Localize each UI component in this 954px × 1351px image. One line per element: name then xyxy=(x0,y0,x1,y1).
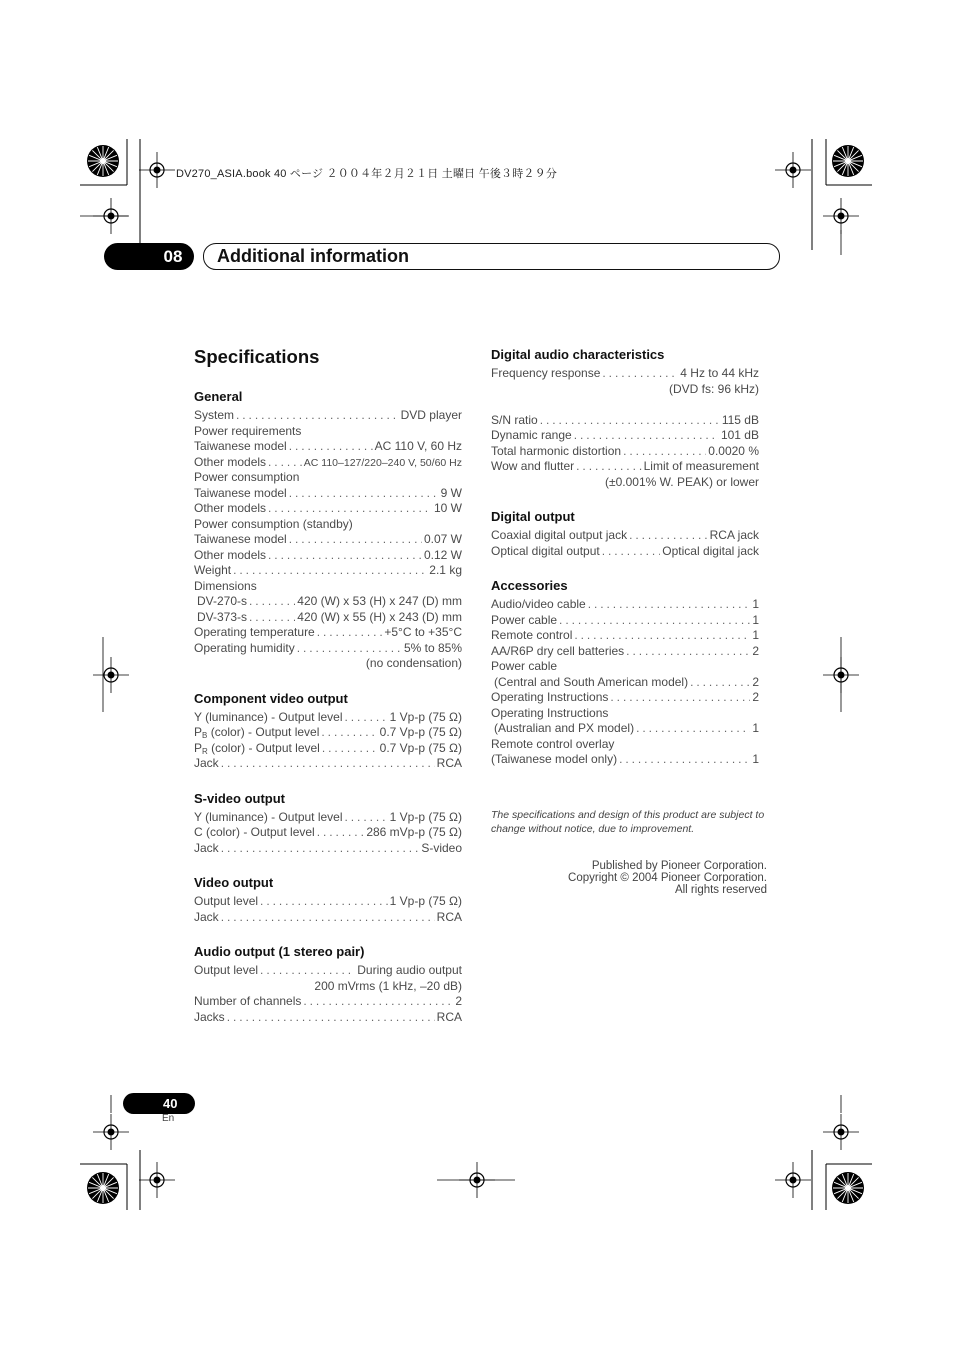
spec-row xyxy=(491,413,759,429)
dot-leader xyxy=(289,439,373,455)
spec-row xyxy=(491,597,759,613)
spec-row xyxy=(491,444,759,460)
spec-label: Taiwanese model xyxy=(194,532,287,546)
dot-leader xyxy=(629,528,708,544)
spec-label: Output level xyxy=(194,963,259,977)
spec-label: DV-270-s xyxy=(197,594,248,608)
spec-row xyxy=(491,752,759,768)
spec-section xyxy=(491,508,759,559)
spec-label: Number of channels xyxy=(194,994,302,1008)
spec-value: During audio output xyxy=(357,963,462,977)
spec-value: RCA xyxy=(436,909,462,924)
spec-subheading: Power consumption (standby) xyxy=(194,516,353,531)
spec-row xyxy=(491,428,759,444)
spec-label: Audio/video cable xyxy=(491,597,586,611)
dot-leader xyxy=(297,641,402,657)
spec-value: 10 W xyxy=(433,501,462,515)
spec-value: 286 mVp-p (75 Ω) xyxy=(366,825,462,839)
spec-label: Frequency response xyxy=(491,366,601,380)
spec-section xyxy=(491,577,759,768)
section-heading: Accessories xyxy=(491,578,568,593)
spec-value: RCA xyxy=(436,756,462,770)
chapter-number-badge xyxy=(104,243,194,270)
spec-row xyxy=(194,1010,462,1026)
dot-leader xyxy=(576,459,641,475)
published-line: Published by Pioneer Corporation. xyxy=(591,860,767,872)
spec-value: S-video xyxy=(421,840,462,855)
spec-row xyxy=(194,725,462,741)
spec-row xyxy=(491,721,759,737)
spec-value: 115 dB xyxy=(721,412,759,427)
spec-row xyxy=(194,532,462,548)
dot-leader xyxy=(322,741,378,757)
dot-leader xyxy=(221,756,435,772)
spec-value: 420 (W) x 53 (H) x 247 (D) mm xyxy=(297,594,462,608)
spec-value: 101 dB xyxy=(720,428,759,442)
spec-subheading: Remote control overlay xyxy=(491,736,615,751)
spec-value: 420 (W) x 55 (H) x 243 (D) mm xyxy=(297,609,462,624)
spec-label: Jacks xyxy=(194,1009,225,1024)
spec-label: Operating temperature xyxy=(194,625,315,639)
spec-row xyxy=(194,756,462,772)
spec-label: Power cable xyxy=(491,612,558,627)
spec-row xyxy=(491,613,759,629)
dot-leader xyxy=(227,1010,435,1026)
spec-row xyxy=(194,625,462,641)
dot-leader xyxy=(221,841,420,857)
spec-continuation: (±0.001% W. PEAK) or lower xyxy=(605,474,759,489)
dot-leader xyxy=(619,752,750,768)
spec-value: AC 110 V, 60 Hz xyxy=(374,439,462,453)
specifications-note: The specifications and design of this product are subject to change without notice, due to improvement. xyxy=(491,809,765,835)
spec-value: 0.7 Vp-p (75 Ω) xyxy=(379,725,462,739)
spec-value: 1 xyxy=(752,752,759,766)
section-heading: General xyxy=(194,389,243,404)
dot-leader xyxy=(602,366,678,382)
spec-value: DVD player xyxy=(400,408,462,422)
spec-label: Other models xyxy=(194,454,267,469)
spec-label: C (color) - Output level xyxy=(194,825,315,839)
spec-label: Total harmonic distortion xyxy=(491,443,622,458)
spec-row xyxy=(194,910,462,926)
spec-value: 1 xyxy=(752,721,759,735)
spec-label: Weight xyxy=(194,563,232,577)
spec-section xyxy=(194,943,462,1025)
dot-leader xyxy=(321,725,377,741)
spec-continuation: 200 mVrms (1 kHz, –20 dB) xyxy=(314,978,462,993)
spec-value: 1 Vp-p (75 Ω) xyxy=(389,809,462,824)
page-number: 40 xyxy=(163,1096,178,1111)
spec-label: Taiwanese model xyxy=(194,439,287,453)
spec-label: Operating Instructions xyxy=(491,690,609,704)
spec-label-subscript: R xyxy=(202,746,208,756)
spec-label-rest: (color) - Output level xyxy=(207,725,320,739)
spec-value: 1 xyxy=(752,612,759,627)
dot-leader xyxy=(249,610,295,626)
spec-subheading: Dimensions xyxy=(194,578,257,593)
spec-label: Wow and flutter xyxy=(491,459,575,473)
dot-leader xyxy=(345,710,388,726)
spec-value: Optical digital jack xyxy=(662,543,759,558)
spec-label: (Central and South American model) xyxy=(494,674,689,689)
spec-value: 2 xyxy=(455,994,462,1008)
spec-label: Coaxial digital output jack xyxy=(491,528,628,542)
spec-section xyxy=(194,388,462,672)
dot-leader xyxy=(236,408,399,424)
spec-row xyxy=(194,894,462,910)
spec-label: Y (luminance) - Output level xyxy=(194,709,343,724)
spec-value: 1 xyxy=(752,597,759,611)
dot-leader xyxy=(317,625,383,641)
spec-value: 0.7 Vp-p (75 Ω) xyxy=(379,740,462,755)
dot-leader xyxy=(260,894,388,910)
dot-leader xyxy=(559,613,750,629)
dot-leader xyxy=(268,501,432,517)
spec-row xyxy=(194,825,462,841)
section-heading: Digital output xyxy=(491,509,575,524)
dot-leader xyxy=(268,455,302,471)
section-heading: S-video output xyxy=(194,790,285,806)
dot-leader xyxy=(289,532,422,548)
spec-row xyxy=(491,544,759,560)
spec-value: 9 W xyxy=(440,485,462,500)
spec-value: 1 xyxy=(752,628,759,642)
spec-row xyxy=(491,644,759,660)
spec-subheading: Power requirements xyxy=(194,423,302,438)
spec-label: Jack xyxy=(194,756,219,770)
spec-label: (Australian and PX model) xyxy=(494,721,635,735)
spec-label: S/N ratio xyxy=(491,412,538,427)
left-spec-column xyxy=(194,388,462,1043)
spec-label: Taiwanese model xyxy=(194,485,287,500)
spec-section xyxy=(194,790,462,857)
spec-subheading: Power consumption xyxy=(194,470,300,484)
publisher-info xyxy=(540,860,767,896)
spec-label: Operating humidity xyxy=(194,640,295,655)
spec-label-subscript: B xyxy=(202,731,208,740)
dot-leader xyxy=(317,825,365,841)
spec-continuation: (DVD fs: 96 kHz) xyxy=(668,381,759,396)
spec-subheading: Operating Instructions xyxy=(491,705,609,720)
spec-row xyxy=(194,841,462,857)
page-heading: Specifications xyxy=(194,346,320,367)
spec-value: RCA jack xyxy=(709,528,759,542)
spec-label: Jack xyxy=(194,840,219,855)
spec-value: 0.07 W xyxy=(423,532,462,546)
spec-label: AA/R6P dry cell batteries xyxy=(491,643,625,658)
rights-line: All rights reserved xyxy=(674,884,767,896)
spec-label: (Taiwanese model only) xyxy=(491,752,618,766)
spec-value: Limit of measurement xyxy=(643,459,759,473)
spec-row xyxy=(194,548,462,564)
spec-row xyxy=(194,810,462,826)
dot-leader xyxy=(221,910,435,926)
spec-section xyxy=(491,346,759,490)
spec-row xyxy=(491,366,759,382)
dot-leader xyxy=(610,690,750,706)
spec-value: 5% to 85% xyxy=(403,640,462,655)
dot-leader xyxy=(588,597,751,613)
spec-label: Remote control xyxy=(491,628,573,642)
spec-value: RCA xyxy=(436,1009,462,1024)
spec-label: System xyxy=(194,408,235,422)
section-heading: Digital audio characteristics xyxy=(491,347,665,362)
spec-row xyxy=(491,528,759,544)
dot-leader xyxy=(303,994,453,1010)
spec-value: 4 Hz to 44 kHz xyxy=(680,366,759,380)
section-heading: Component video output xyxy=(194,690,348,706)
spec-value: 2 xyxy=(752,690,759,704)
spacer-row xyxy=(491,397,759,413)
spec-row xyxy=(491,628,759,644)
spec-row xyxy=(194,439,462,455)
dot-leader xyxy=(268,548,422,564)
spec-row xyxy=(491,675,759,691)
spec-label: DV-373-s xyxy=(197,609,248,624)
spec-row xyxy=(491,690,759,706)
spec-section xyxy=(194,690,462,772)
spec-label: Dynamic range xyxy=(491,428,572,442)
spec-label: Output level xyxy=(194,894,259,908)
spec-label: Other models xyxy=(194,547,267,562)
page-number-badge xyxy=(123,1093,195,1114)
dot-leader xyxy=(690,675,750,691)
spec-row xyxy=(194,486,462,502)
spec-label: Y (luminance) - Output level xyxy=(194,809,343,824)
spec-row xyxy=(194,594,462,610)
spec-row xyxy=(194,741,462,757)
spec-row xyxy=(194,963,462,979)
spec-section xyxy=(194,874,462,925)
spec-row xyxy=(194,641,462,657)
spec-value: AC 110–127/220–240 V, 50/60 Hz xyxy=(303,456,462,469)
spec-row xyxy=(194,563,462,579)
spec-label-main: P xyxy=(194,725,203,739)
dot-leader xyxy=(602,544,661,560)
spec-value: 0.0020 % xyxy=(708,443,759,458)
spec-row xyxy=(194,408,462,424)
spec-continuation: (no condensation) xyxy=(365,656,462,670)
dot-leader xyxy=(249,594,295,610)
dot-leader xyxy=(540,413,720,429)
spec-row xyxy=(194,455,462,471)
spec-value: 1 Vp-p (75 Ω) xyxy=(389,894,462,908)
spec-row xyxy=(194,994,462,1010)
spec-label: Jack xyxy=(194,909,219,924)
dot-leader xyxy=(626,644,750,660)
chapter-number: 08 xyxy=(163,247,183,266)
spec-value: 0.12 W xyxy=(423,547,462,562)
dot-leader xyxy=(574,428,719,444)
right-spec-column xyxy=(491,346,759,786)
spec-label: Optical digital output xyxy=(491,543,600,558)
dot-leader xyxy=(636,721,750,737)
spec-label: Other models xyxy=(194,501,267,515)
spec-value: 1 Vp-p (75 Ω) xyxy=(389,709,462,724)
spec-row xyxy=(194,501,462,517)
section-heading: Video output xyxy=(194,875,274,890)
dot-leader xyxy=(289,486,439,502)
spec-row xyxy=(194,610,462,626)
chapter-title: Additional information xyxy=(203,243,780,270)
copyright-line: Copyright © 2004 Pioneer Corporation. xyxy=(568,872,767,884)
spec-label-main: P xyxy=(194,740,203,755)
dot-leader xyxy=(233,563,427,579)
spec-value: 2 xyxy=(752,643,759,658)
page-language: En xyxy=(162,1113,175,1124)
spec-row xyxy=(194,710,462,726)
spec-value: 2 xyxy=(752,674,759,689)
dot-leader xyxy=(260,963,355,979)
dot-leader xyxy=(623,444,706,460)
spec-value: +5°C to +35°C xyxy=(384,625,462,639)
spec-subheading: Power cable xyxy=(491,659,558,673)
spec-row xyxy=(491,459,759,475)
dot-leader xyxy=(345,810,388,826)
spec-label-rest: (color) - Output level xyxy=(207,740,320,755)
dot-leader xyxy=(574,628,750,644)
spec-value: 2.1 kg xyxy=(429,563,462,577)
section-heading: Audio output (1 stereo pair) xyxy=(194,944,365,959)
file-header: DV270_ASIA.book 40 ページ ２００４年２月２１日 土曜日 午後３時２９分 xyxy=(176,168,558,180)
